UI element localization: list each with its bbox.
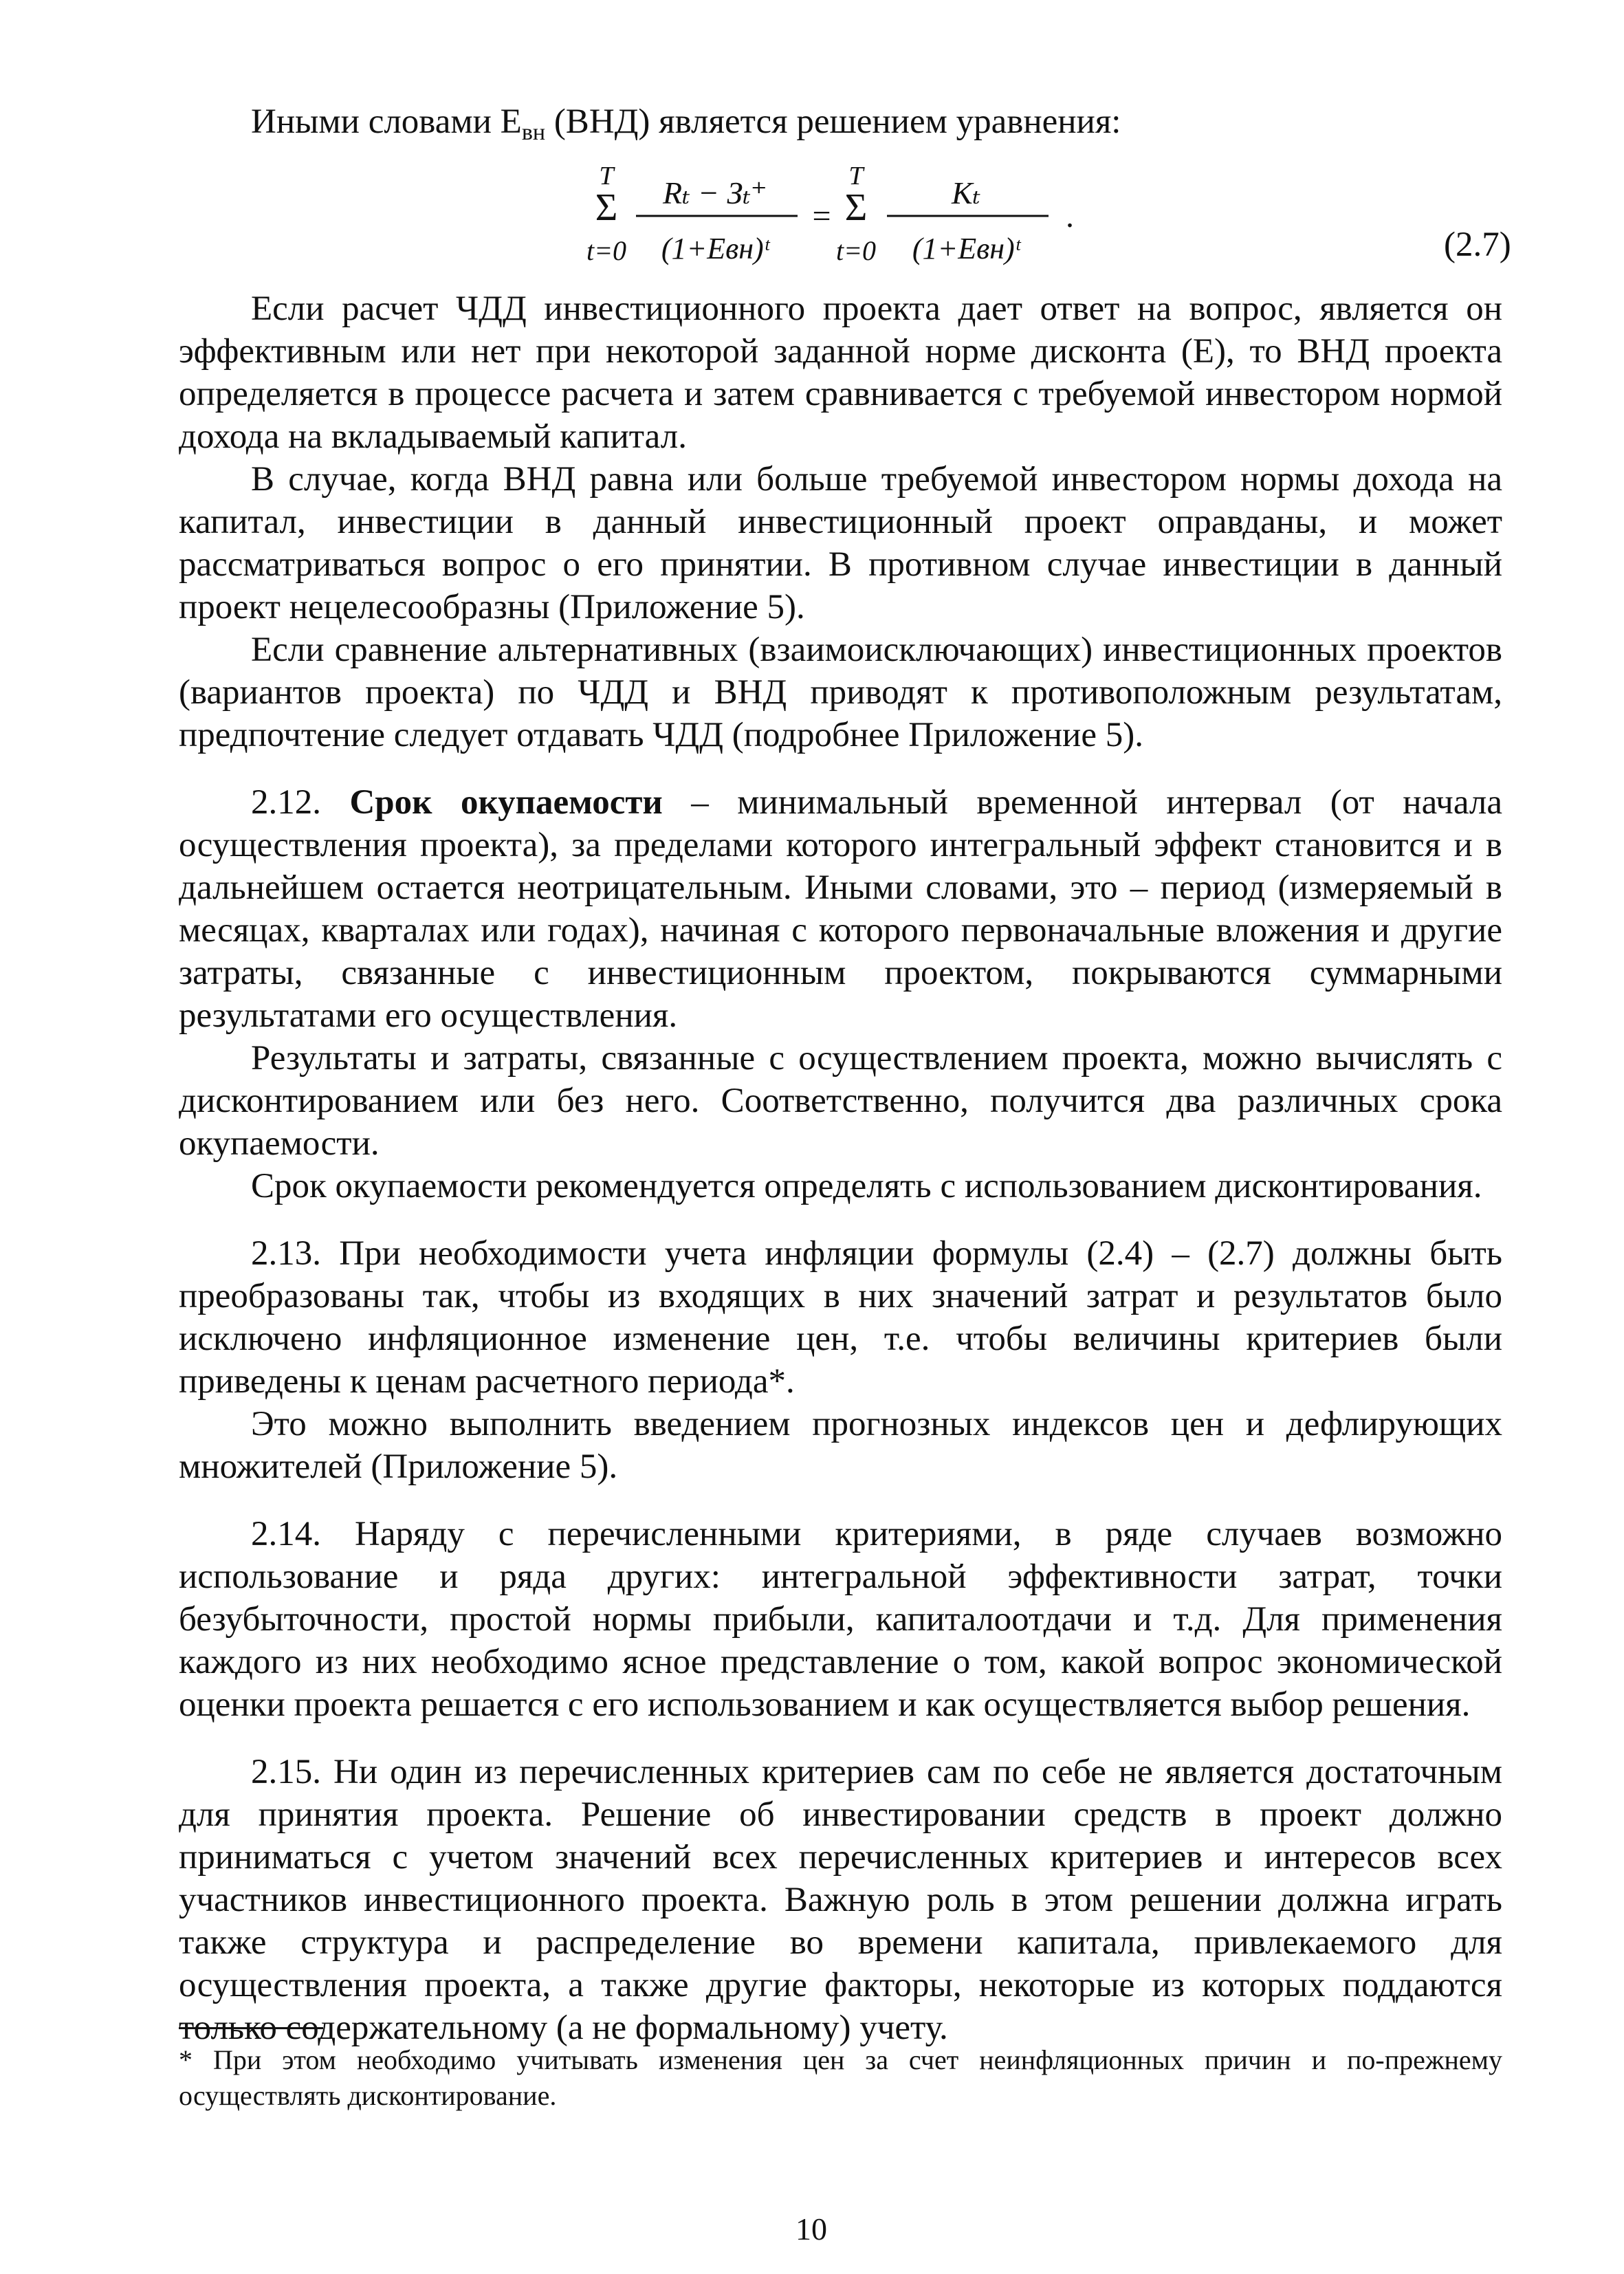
lhs-denominator: (1+Eвн)ᵗ (661, 232, 769, 265)
paragraph-npv-vs-irr: Если расчет ЧДД инвестиционного проекта дает ответ на вопрос, является он эффективным или нет при некоторой заданной норме дисконта (Е), то ВНД проекта определяется в процессе расчета и затем сравнивается с требуемой инвестором нормой дохода на вкладываемый капитал. (179, 289, 1502, 456)
formula-2-7 (586, 162, 1561, 274)
intro-line (251, 100, 1557, 154)
paragraph-irr-comparison: В случае, когда ВНД равна или больше требуемой инвестором нормы дохода на капитал, инвестиции в данный инвестиционный проект оправданы, и может рассматриваться вопрос о его принятии. В противном случае инвестиции в данный проект нецелесообразны (Приложение 5). (179, 460, 1502, 626)
equals-sign: = (812, 198, 831, 234)
sum2-lower: t=0 (835, 235, 877, 266)
term-payback-period: Срок окупаемости (349, 783, 663, 822)
paragraph-discounting: Результаты и затраты, связанные с осуществлением проекта, можно вычислять с дисконтированием или без него. Соответственно, получится два различных срока окупаемости. (179, 1039, 1502, 1163)
rhs-numerator: Kₜ (951, 175, 981, 210)
formula-end-dot: . (1066, 198, 1074, 234)
paragraph-payback-recommendation: Срок окупаемости рекомендуется определять с использованием дисконтирования. (251, 1167, 1482, 1205)
paragraph-alternatives: Если сравнение альтернативных (взаимоисключающих) инвестиционных проектов (вариантов проекта) по ЧДД и ВНД приводят к противоположным результатам, предпочтение следует отдавать ЧДД (подробнее Приложение 5). (179, 631, 1502, 754)
intro-before: Иными словами Е (251, 102, 522, 141)
body-text (179, 287, 1502, 2049)
sum1-upper: T (599, 162, 614, 190)
rhs-denominator: (1+Eвн)ᵗ (912, 232, 1020, 265)
footnote-divider (179, 2027, 323, 2029)
sum1-lower: t=0 (586, 235, 627, 266)
formula-svg (586, 162, 1114, 274)
paragraph-2-15: 2.15. Ни один из перечисленных критериев сам по себе не является достаточным для принятия проекта. Решение об инвестировании средств в проект должно приниматься с учетом значений всех перечисленных критериев и интересов всех участников инвестиционного проекта. Важную роль в этом решении должна играть также структура и распределение во времени капитала, привлекаемого для осуществления проекта, а также другие факторы, некоторые из которых поддаются только содержательному (а не формальному) учету. (179, 1753, 1502, 2047)
sum2-upper: T (848, 162, 864, 190)
paragraph-2-12 (179, 781, 1502, 1037)
equation-number: (2.7) (1444, 226, 1511, 264)
sum1-symbol: Σ (595, 186, 618, 229)
clause-2-12-text: – минимальный временной интервал (от начала осуществления проекта), за пределами которого интегральный эффект становится и в дальнейшем остается неотрицательным. Иными словами, это – период (измеряемый в месяцах, кварталах или годах), начиная с которого первоначальные вложения и другие затраты, связанные с инвестиционным проектом, покрываются суммарными результатами его осуществления. (179, 783, 1502, 1035)
clause-number-2-12: 2.12. (251, 783, 350, 822)
paragraph-2-13: 2.13. При необходимости учета инфляции формулы (2.4) – (2.7) должны быть преобразованы так, чтобы из входящих в них значений затрат и результатов было исключено инфляционное изменение цен, т.е. чтобы величины критериев были приведены к ценам расчетного периода*. (179, 1234, 1502, 1401)
intro-subscript: вн (521, 120, 546, 145)
footnote: * При этом необходимо учитывать изменения цен за счет неинфляционных причин и по-прежнему осуществлять дисконтирование. (179, 2044, 1502, 2111)
page-number: 10 (795, 2211, 827, 2246)
lhs-numerator: Rₜ − Зₜ⁺ (663, 175, 767, 210)
paragraph-deflators: Это можно выполнить введением прогнозных индексов цен и дефлирующих множителей (Приложение 5). (179, 1405, 1502, 1486)
paragraph-2-14: 2.14. Наряду с перечисленными критериями, в ряде случаев возможно использование и ряда других: интегральной эффективности затрат, точки безубыточности, простой нормы прибыли, капиталоотдачи и т.д. Для применения каждого из них необходимо ясное представление о том, какой вопрос экономической оценки проекта решается с его использованием и как осуществляется выбор решения. (179, 1515, 1502, 1724)
sum2-symbol: Σ (844, 186, 868, 229)
intro-after: (ВНД) является решением уравнения: (545, 102, 1121, 141)
